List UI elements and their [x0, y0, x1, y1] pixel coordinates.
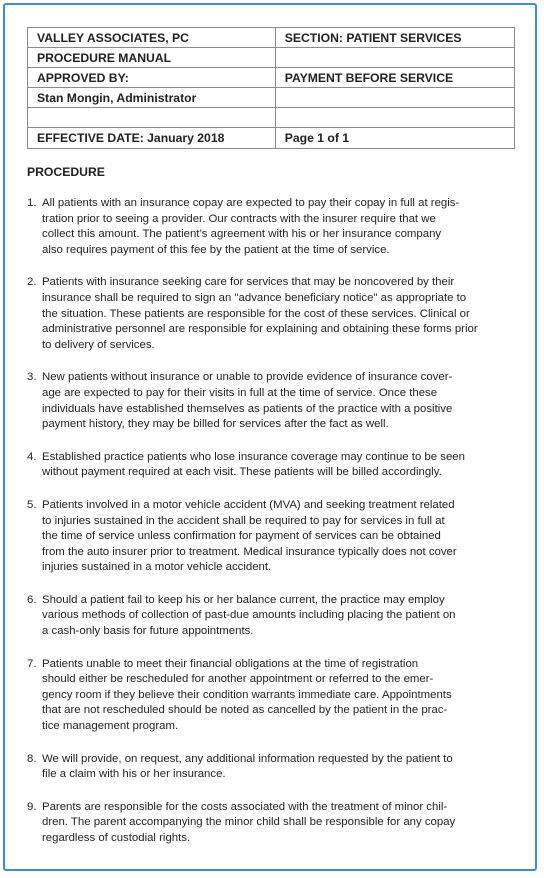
item-text-line: Established practice patients who lose insurance coverage may continue to be seen [42, 450, 465, 463]
item-text-line: Parents are responsible for the costs associated with the treatment of minor chil- [42, 800, 448, 813]
section-name: SECTION: PATIENT SERVICES [275, 28, 514, 48]
item-text-line: individuals have established themselves as patients of the practice with a positive [42, 402, 453, 415]
approver-name: Stan Mongin, Administrator [28, 88, 276, 108]
item-text-line: All patients with an insurance copay are expected to pay their copay in full at regis- [42, 197, 460, 209]
item-text-line: Patients with insurance seeking care for services that may be noncovered by their [42, 276, 455, 289]
header-row [28, 108, 515, 128]
item-text-line: Patients involved in a motor vehicle accident (MVA) and seeking treatment related [42, 498, 455, 511]
item-text-line: a cash-only basis for future appointments. [42, 625, 254, 638]
page-number: Page 1 of 1 [275, 128, 514, 149]
procedure-item [27, 450, 517, 481]
procedure-item [27, 657, 517, 735]
procedure-item [27, 800, 517, 847]
header-row [28, 48, 515, 68]
procedure-item [27, 275, 517, 353]
item-text-line: regardless of custodial rights. [42, 832, 191, 844]
item-text-line: from the auto insurer prior to treatment. Medical insurance typically does not cover [42, 545, 457, 558]
item-number: 5. [27, 498, 37, 511]
item-number: 9. [27, 800, 37, 813]
item-text-line: also requires payment of this fee by the patient at the time of service. [42, 243, 390, 256]
header-row [28, 68, 515, 88]
item-text-line: New patients without insurance or unable to provide evidence of insurance cover- [42, 371, 453, 384]
item-text-line: injuries sustained in a motor vehicle accident. [42, 561, 272, 574]
effective-date: EFFECTIVE DATE: January 2018 [28, 128, 276, 149]
item-text-line: gency room if they believe their condition warrants immediate care. Appointments [42, 688, 452, 701]
empty-cell [28, 108, 276, 128]
item-number: 7. [27, 657, 37, 670]
empty-cell [275, 108, 514, 128]
item-text-line: should either be rescheduled for another appointment or referred to the emer- [42, 673, 434, 686]
procedure-item [27, 752, 517, 783]
item-text-line: dren. The parent accompanying the minor child shall be responsible for any copay [42, 816, 456, 829]
item-text-line: We will provide, on request, any additional information requested by the patient to [42, 752, 453, 765]
item-number: 1. [27, 197, 37, 209]
item-number: 2. [27, 276, 37, 289]
item-text-line: the time of service unless confirmation for payment of services can be obtained [42, 530, 441, 543]
item-text-line: insurance shall be required to sign an "advance beneficiary notice" as appropriate to [42, 291, 467, 304]
procedure-item [27, 196, 517, 258]
item-text-line: age are expected to pay for their visits in full at the time of service. Once these [42, 386, 438, 399]
item-text-line: without payment required at each visit. These patients will be billed accordingly. [42, 466, 442, 479]
item-text-line: tice management program. [42, 720, 179, 733]
item-text-line: various methods of collection of past-due amounts including placing the patient on [42, 609, 456, 622]
header-row [28, 88, 515, 108]
procedure-item [27, 370, 517, 432]
item-text-line: that are not rescheduled should be noted as cancelled by the patient in the prac- [42, 704, 448, 717]
policy-title: PAYMENT BEFORE SERVICE [275, 68, 514, 88]
item-text-line: file a claim with his or her insurance. [42, 768, 226, 781]
item-number: 3. [27, 371, 37, 384]
item-text-line: tration prior to seeing a provider. Our contracts with the insurer require that we [42, 212, 436, 225]
item-text-line: administrative personnel are responsible for explaining and obtaining these forms prior [42, 323, 478, 336]
item-number: 8. [27, 752, 37, 765]
item-number: 4. [27, 450, 37, 463]
item-number: 6. [27, 593, 37, 606]
company-name: VALLEY ASSOCIATES, PC [28, 28, 276, 48]
empty-cell [275, 48, 514, 68]
item-text-line: Should a patient fail to keep his or her balance current, the practice may employ [42, 593, 445, 606]
header-row [28, 128, 515, 149]
procedure-heading: PROCEDURE [27, 165, 105, 179]
item-text-line: to injuries sustained in the accident shall be required to pay for services in full at [42, 514, 445, 527]
procedure-item [27, 593, 517, 640]
empty-cell [275, 88, 514, 108]
procedure-list [27, 196, 517, 847]
item-text-line: to delivery of services. [42, 338, 155, 351]
item-text-line: payment history, they may be billed for services after the fact as well. [42, 418, 389, 431]
approved-by-label: APPROVED BY: [28, 68, 276, 88]
header-row [28, 28, 515, 48]
manual-name: PROCEDURE MANUAL [28, 48, 276, 68]
item-text-line: collect this amount. The patient’s agreement with his or her insurance company [42, 228, 442, 241]
item-text-line: Patients unable to meet their financial obligations at the time of registration [42, 657, 419, 670]
procedure-item [27, 498, 517, 576]
policy-header-table [27, 27, 515, 149]
item-text-line: the situation. These patients are responsible for the cost of these services. Clinical or [42, 307, 470, 320]
